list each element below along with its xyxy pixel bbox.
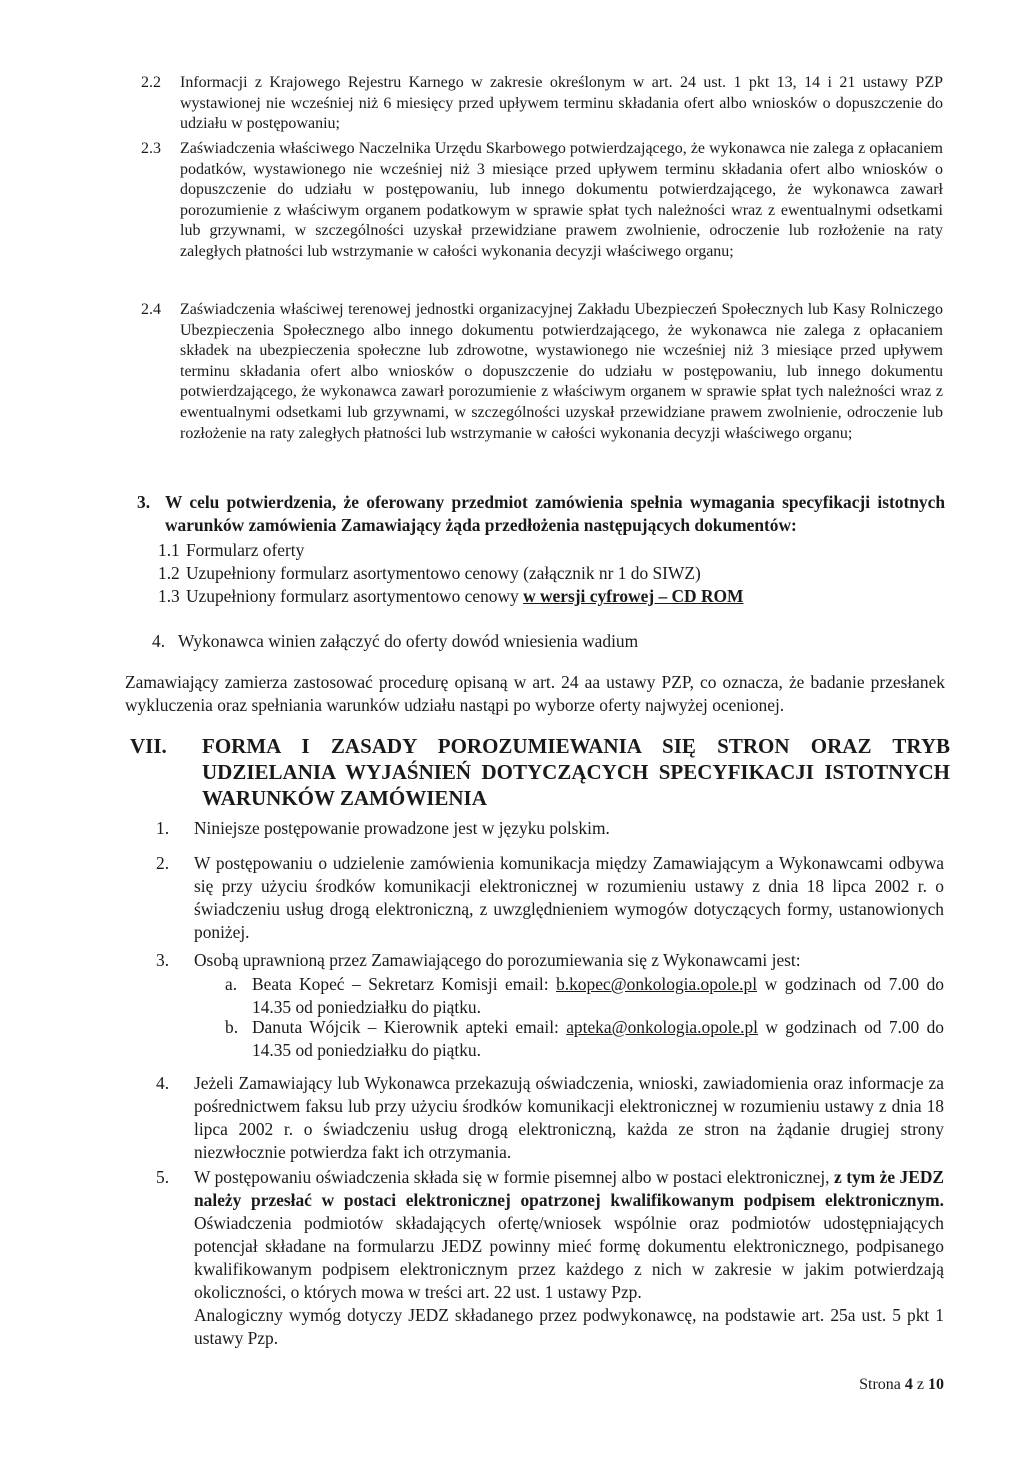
sec3-item-3-text <box>186 585 886 608</box>
email-link-apteka[interactable]: apteka@onkologia.opole.pl <box>566 1017 759 1037</box>
email-link-kopec[interactable]: b.kopec@onkologia.opole.pl <box>556 974 758 994</box>
footer-page-total: 10 <box>928 1376 944 1393</box>
item-2-2-text: Informacji z Krajowego Rejestru Karnego w zakresie określonym w art. 24 ust. 1 pkt 13, 14 i 21 ustawy PZP wystawionej nie wcześniej niż 6 miesięcy przed upływem terminu składania ofert albo wniosków o dopuszczenie do udziału w postępowaniu; <box>180 74 943 133</box>
s7-p5-extra: Analogiczny wymóg dotyczy JEDZ składanego przez podwykonawcę, na podstawie art. 25a ust. 5 pkt 1 ustawy Pzp. <box>194 1305 944 1348</box>
contact-a-hours: w godzinach od 7.00 do 14.35 od poniedziałku do piątku. <box>252 974 944 1017</box>
page-footer <box>859 1376 944 1394</box>
s7-p5-intro: W postępowaniu oświadczenia składa się w formie pisemnej albo w postaci elektronicznej, <box>194 1167 835 1187</box>
s7-p5-text <box>194 1166 944 1304</box>
jedz-requirement: z tym że JEDZ należy przesłać w postaci elektronicznej opatrzonej kwalifikowanym podpisem elektronicznym. <box>194 1167 944 1210</box>
sec3-item-1-number: 1.1 <box>158 540 180 560</box>
section-3-number: 3. <box>137 492 151 512</box>
section-7-roman: VII. <box>130 734 167 758</box>
procedure-paragraph: Zamawiający zamierza zastosować procedurę opisaną w art. 24 aa ustawy PZP, co oznacza, że badanie przesłanek wykluczenia oraz spełniania warunków udziału nastąpi po wyborze oferty najwyżej ocenionej. <box>125 672 945 715</box>
s7-p3-a-letter: a. <box>225 974 238 994</box>
sec3-item-2-number: 1.2 <box>158 563 180 583</box>
item-2-2-number: 2.2 <box>141 74 161 91</box>
s7-p4-number: 4. <box>156 1073 170 1093</box>
sec3-item-3-plain: Uzupełniony formularz asortymentowo cenowy <box>186 586 524 606</box>
section-4-number: 4. <box>152 631 166 651</box>
footer-page-number: 4 <box>904 1376 913 1393</box>
section-7-title: FORMA I ZASADY POROZUMIEWANIA SIĘ STRON ORAZ TRYB UDZIELANIA WYJAŚNIEŃ DOTYCZĄCYCH SPECYFIKACJI ISTOTNYCH WARUNKÓW ZAMÓWIENIA <box>202 734 950 810</box>
item-2-4-number: 2.4 <box>141 301 161 318</box>
s7-p3-text: Osobą uprawnioną przez Zamawiającego do porozumiewania się z Wykonawcami jest: <box>194 950 801 970</box>
s7-p3-b-text <box>252 1016 944 1062</box>
footer-separator: z <box>916 1376 924 1393</box>
s7-p2-number: 2. <box>156 853 170 873</box>
s7-p3-number: 3. <box>156 950 170 970</box>
item-2-3-text: Zaświadczenia właściwego Naczelnika Urzędu Skarbowego potwierdzającego, że wykonawca nie zalega z opłacaniem podatków, wystawionego nie wcześniej niż 3 miesiące przed upływem terminu składania ofert albo wniosków o dopuszczenie do udziału w postępowaniu, lub innego dokumentu potwierdzającego, że wykonawca zawarł porozumienie z właściwym organem podatkowym w sprawie spłat tych należności wraz z ewentualnymi odsetkami lub grzywnami, w szczególności uzyskał przewidziane prawem zwolnienie, odroczenie lub rozłożenie na raty zaległych płatności lub wstrzymanie w całości wykonania decyzji właściwego organu; <box>180 140 943 260</box>
sec3-item-3-number: 1.3 <box>158 586 180 606</box>
contact-a-name: Beata Kopeć – Sekretarz Komisji email: <box>252 974 557 994</box>
s7-p3-a-text <box>252 973 944 1019</box>
contact-b-hours: w godzinach od 7.00 do 14.35 od poniedziałku do piątku. <box>252 1017 944 1060</box>
sec3-item-2-text: Uzupełniony formularz asortymentowo cenowy (załącznik nr 1 do SIWZ) <box>186 563 701 583</box>
item-2-4-text: Zaświadczenia właściwej terenowej jednostki organizacyjnej Zakładu Ubezpieczeń Społecznych lub Kasy Rolniczego Ubezpieczenia Społecznego albo innego dokumentu potwierdzającego, że wykonawca nie zalega z opłacaniem składek na ubezpieczenia społeczne lub zdrowotne, wystawionego nie wcześniej niż 3 miesiące przed upływem terminu składania ofert albo wniosków o dopuszczenie do udziału w postępowaniu, lub innego dokumentu potwierdzającego, że wykonawca zawarł porozumienie z właściwym organem w sprawie spłat tych należności wraz z ewentualnymi odsetkami lub grzywnami, w szczególności uzyskał przewidziane prawem zwolnienie, odroczenie lub rozłożenie na raty zaległych płatności lub wstrzymanie w całości wykonania decyzji właściwego organu; <box>180 301 943 442</box>
s7-p2-text: W postępowaniu o udzielenie zamówienia komunikacja między Zamawiającym a Wykonawcami odbywa się przy użyciu środków komunikacji elektronicznej w rozumieniu ustawy z dnia 18 lipca 2002 r. o świadczeniu usług drogą elektroniczną, z uwzględnieniem wymogów dotyczących formy, ustanowionych poniżej. <box>194 853 944 942</box>
cd-rom-emphasis: w wersji cyfrowej – CD ROM <box>523 586 744 606</box>
s7-p5-number: 5. <box>156 1167 170 1187</box>
s7-p5-body: Oświadczenia podmiotów składających ofertę/wniosek wspólnie oraz podmiotów udostępniających potencjał składane na formularzu JEDZ powinny mieć formę dokumentu elektronicznego, podpisanego kwalifikowanym podpisem elektronicznym przez każdego z nich w zakresie w jakim potwierdzają okoliczności, o których mowa w treści art. 22 ust. 1 ustawy Pzp. <box>194 1213 944 1302</box>
section-4-text: Wykonawca winien załączyć do oferty dowód wniesienia wadium <box>178 631 639 651</box>
s7-p1-number: 1. <box>156 818 170 838</box>
footer-label: Strona <box>859 1376 901 1393</box>
s7-p3-b-letter: b. <box>225 1017 239 1037</box>
sec3-item-1-text: Formularz oferty <box>186 540 305 560</box>
contact-b-name: Danuta Wójcik – Kierownik apteki email: <box>252 1017 567 1037</box>
s7-p1-text: Niniejsze postępowanie prowadzone jest w języku polskim. <box>194 818 610 838</box>
section-3-heading: W celu potwierdzenia, że oferowany przedmiot zamówienia spełnia wymagania specyfikacji istotnych warunków zamówienia Zamawiający żąda przedłożenia następujących dokumentów: <box>165 492 945 535</box>
s7-p4-text: Jeżeli Zamawiający lub Wykonawca przekazują oświadczenia, wnioski, zawiadomienia oraz informacje za pośrednictwem faksu lub przy użyciu środków komunikacji elektronicznej w rozumieniu ustawy z dnia 18 lipca 2002 r. o świadczeniu usług drogą elektroniczną, każda ze stron na żądanie drugiej strony niezwłocznie potwierdza fakt ich otrzymania. <box>194 1073 944 1162</box>
item-2-3-number: 2.3 <box>141 140 161 157</box>
